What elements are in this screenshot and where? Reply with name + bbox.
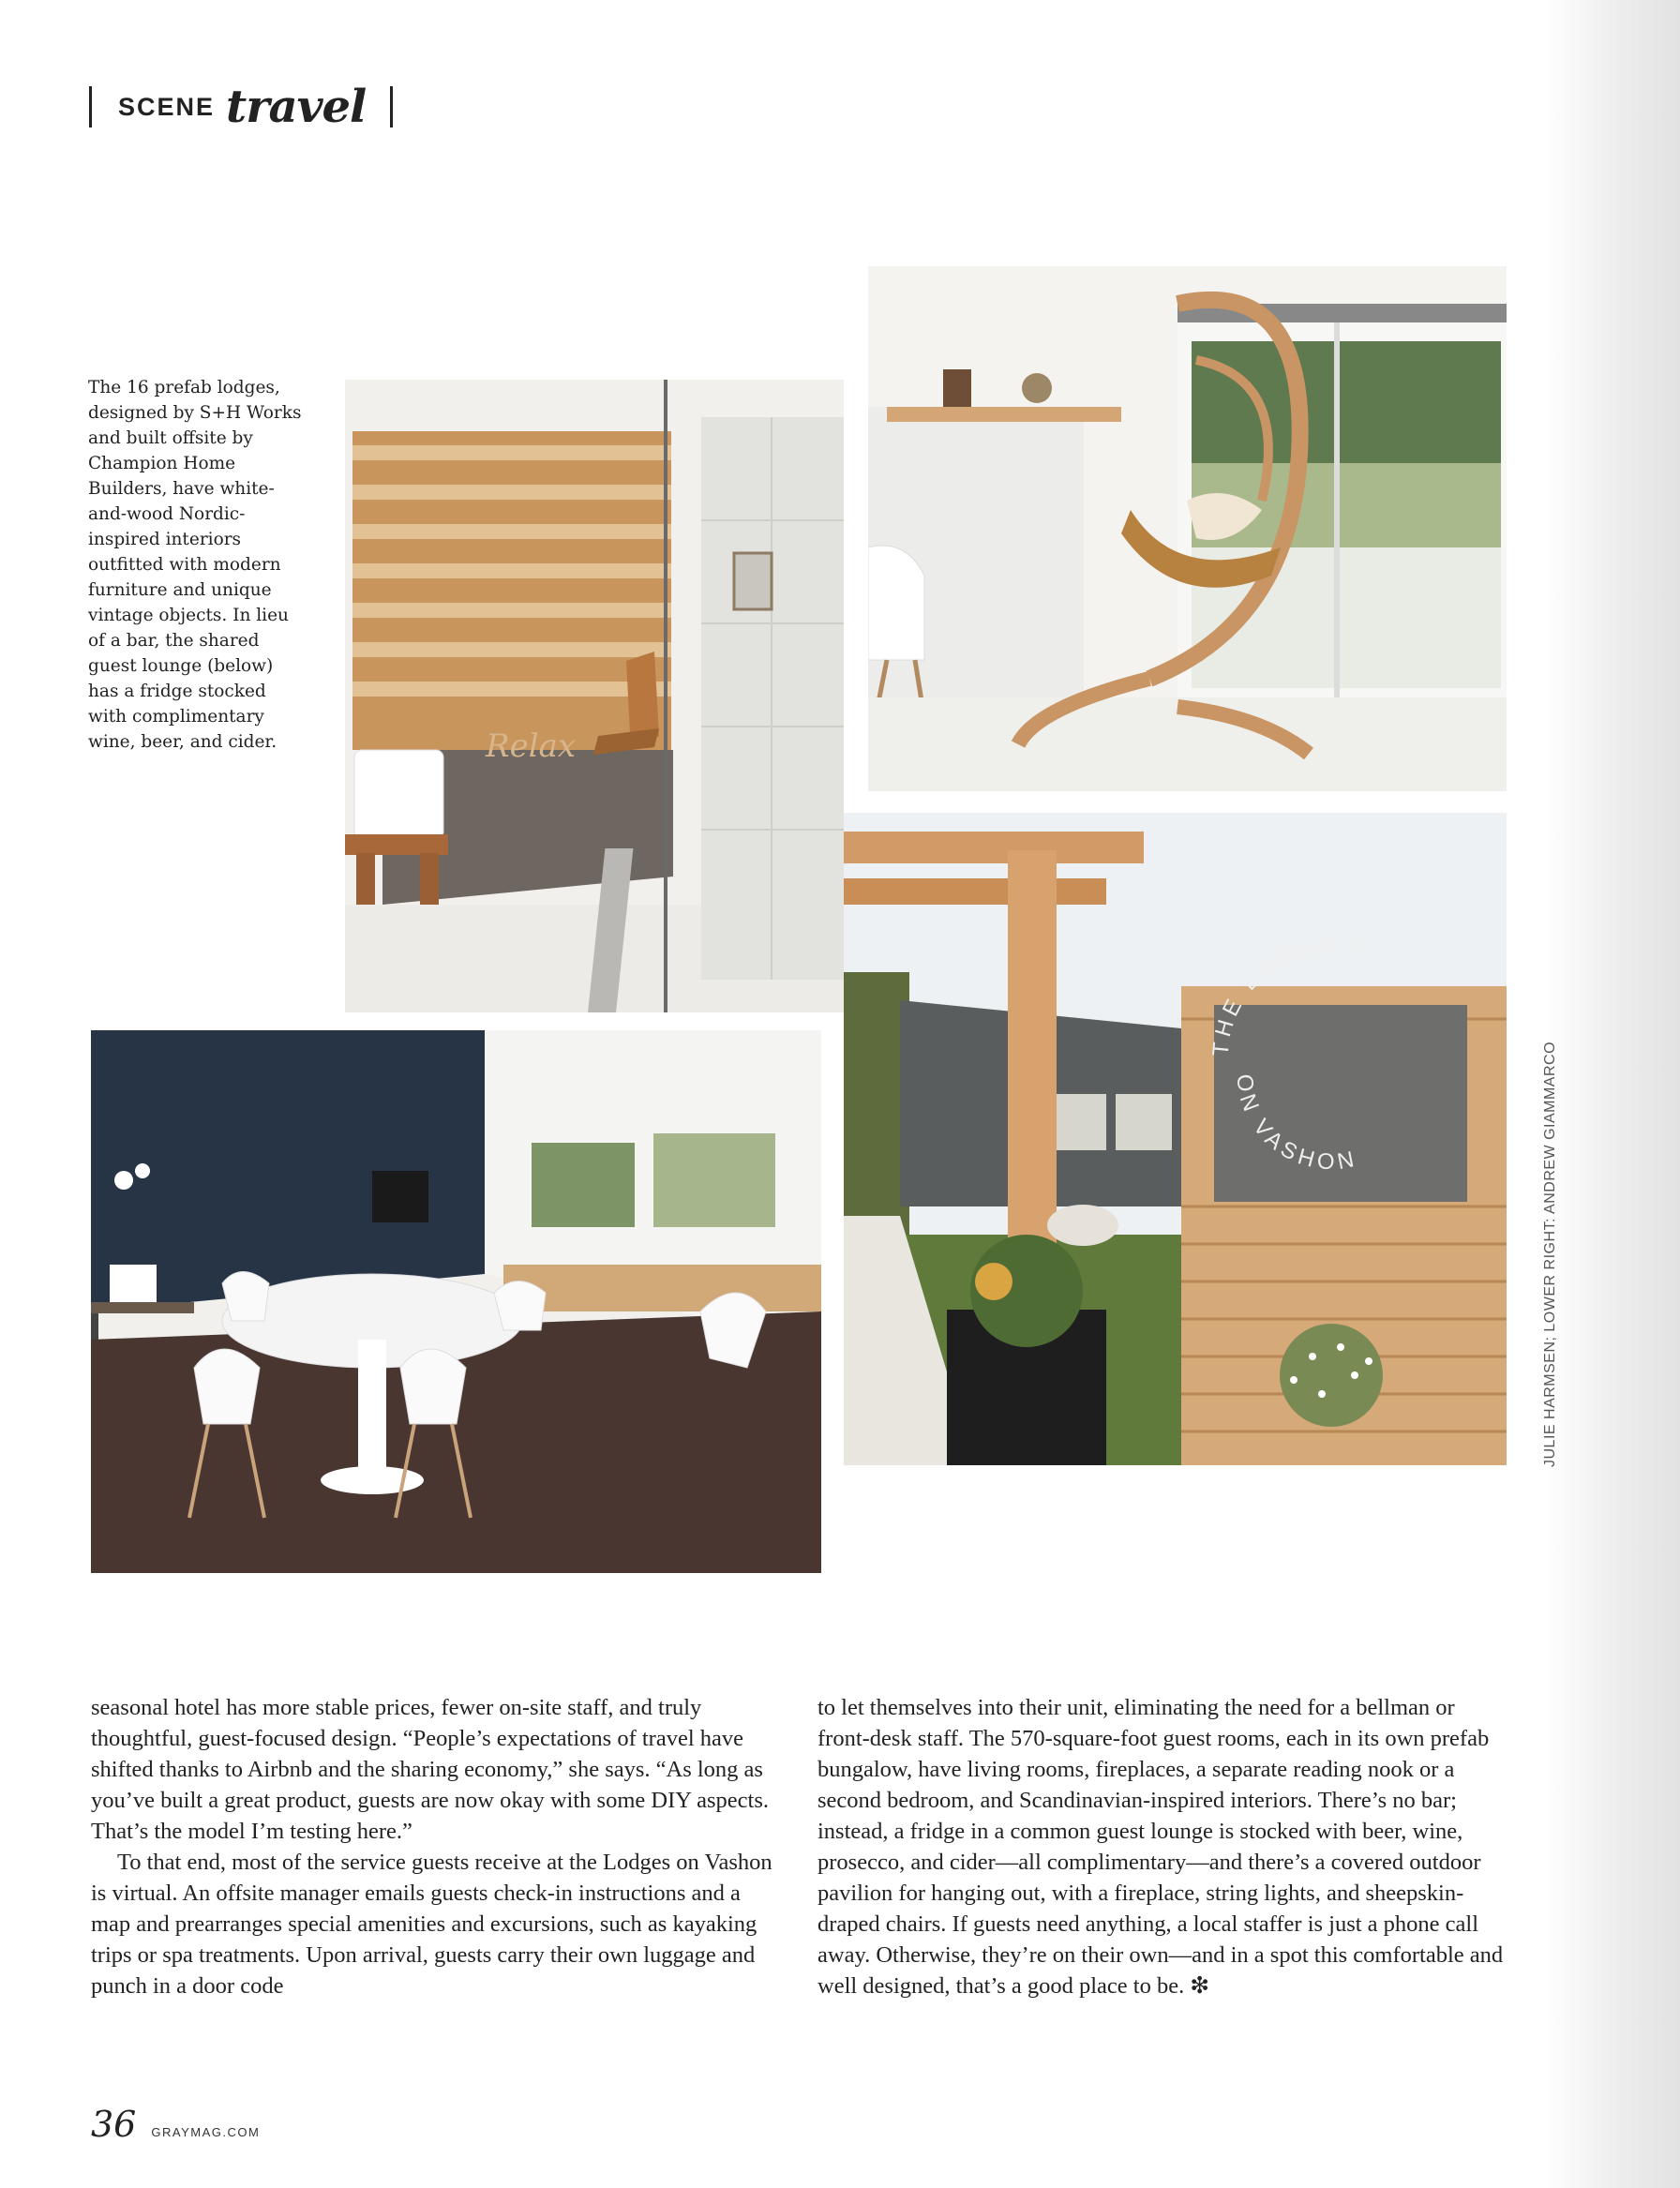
page-footer	[91, 2104, 260, 2145]
photo-caption: The 16 prefab lodges, designed by S+H Works and built offsite by Champion Home Builders, have white-and-wood Nordic-inspired interiors outfitted with modern furniture and unique vintage objects. In lieu of a bar, the shared guest lounge (below) has a fridge stocked with complimentary wine, beer, and cider.	[88, 378, 302, 752]
section-label: SCENE	[118, 92, 216, 121]
header-left-rule	[89, 86, 92, 127]
photo-swing-chair	[868, 266, 1507, 791]
header-right-rule	[390, 86, 393, 127]
guest-lounge-illustration	[91, 1030, 821, 1573]
photo-bathroom-deck	[345, 380, 844, 1012]
photo-guest-lounge	[91, 1030, 821, 1573]
section-topic: travel	[226, 81, 367, 133]
swing-chair-illustration	[868, 266, 1507, 791]
body-column-right	[818, 1692, 1511, 2001]
photo-lodge-sign	[844, 813, 1507, 1465]
body-paragraph: To that end, most of the service guests receive at the Lodges on Vashon is virtual. An offsite manager emails guests check-in instructions and a map and prearranges special amenities and excursions, such as kayaking trips or spa treatments. Upon arrival, guests carry their own luggage and punch in a door code	[91, 1850, 772, 1999]
photo-credit: JULIE HARMSEN; LOWER RIGHT: ANDREW GIAMMARCO	[1542, 1041, 1558, 1467]
body-paragraph: seasonal hotel has more stable prices, fewer on-site staff, and truly thoughtful, guest-focused design. “People’s expectations of travel have shifted thanks to Airbnb and the sharing economy,” she says. “As long as you’ve built a great product, guests are now okay with some DIY aspects. That’s the model I’m testing here.”	[91, 1695, 770, 1844]
bathroom-deck-illustration	[345, 380, 844, 1012]
sign-text-bottom: ON VASHON	[1231, 1072, 1361, 1176]
lodge-sign-illustration	[844, 813, 1507, 1465]
page-number: 36	[91, 2104, 137, 2145]
magazine-website: GRAYMAG.COM	[151, 2125, 261, 2139]
relax-sign: Relax	[486, 727, 577, 765]
body-paragraph: to let themselves into their unit, eliminating the need for a bellman or front-desk staff. The 570-square-foot guest rooms, each in its own prefab bungalow, have living rooms, fireplaces, a separate reading nook or a second bedroom, and Scandinavian-inspired interiors. There’s no bar; instead, a fridge in a common guest lounge is stocked with beer, wine, prosecco, and cider—all complimentary—and there’s a covered outdoor pavilion for hanging out, with a fireplace, string lights, and sheepskin-draped chairs. If guests need anything, a local staffer is just a phone call away. Otherwise, they’re on their own—and in a spot this comfortable and well designed, that’s a good place to be. ❇	[818, 1695, 1504, 1999]
body-column-left	[91, 1692, 785, 2001]
page-header	[89, 82, 393, 131]
sign-text-top: THE LODGES	[1208, 933, 1365, 1057]
